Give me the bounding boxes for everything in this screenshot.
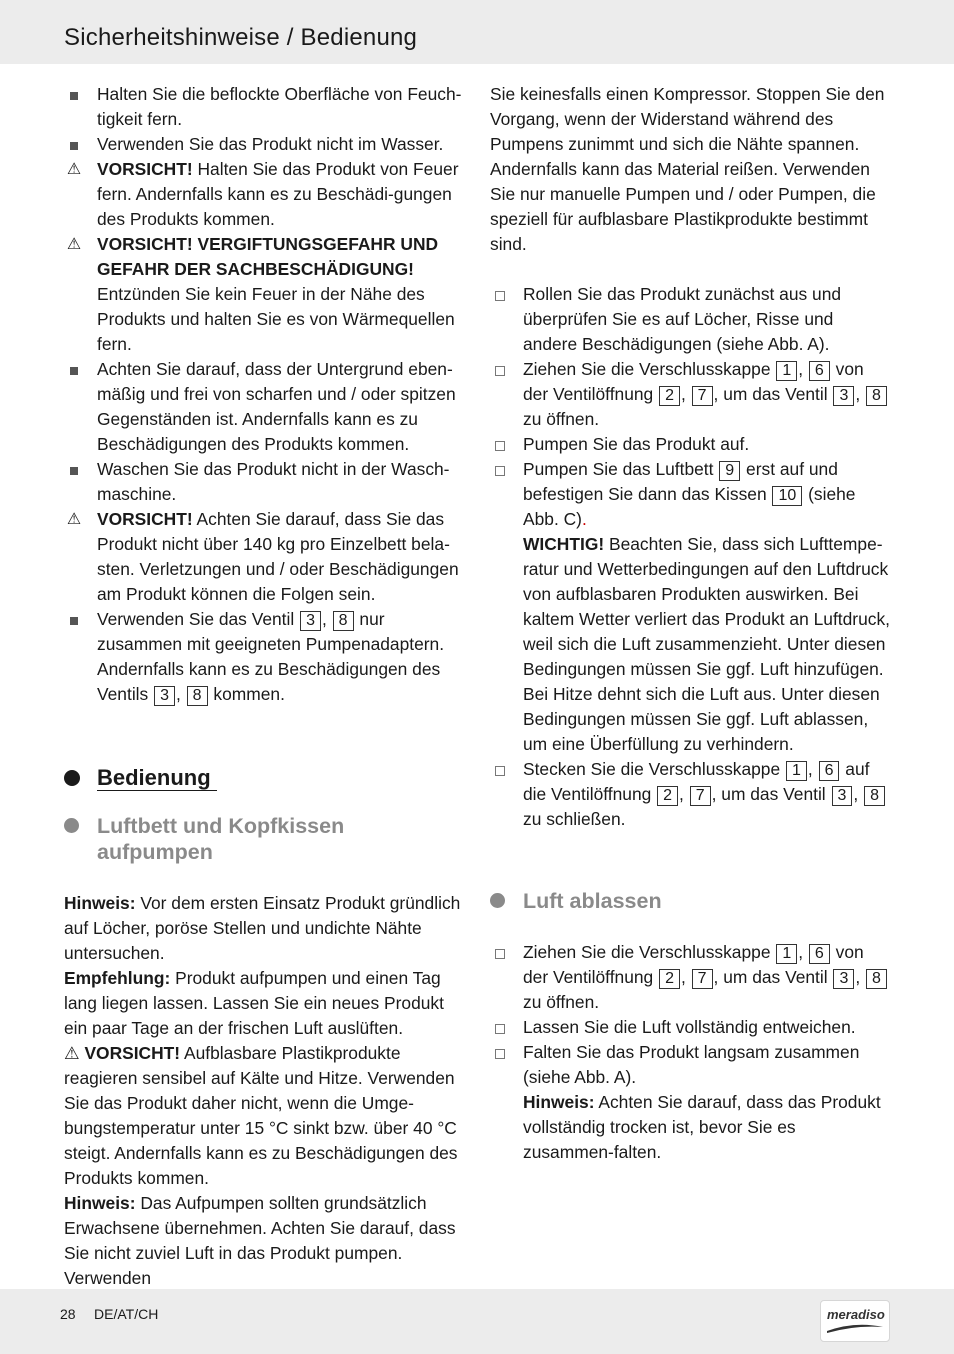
part-ref: 3 <box>833 969 854 989</box>
warning-triangle-icon: ⚠ <box>64 1043 85 1063</box>
region-code: DE/AT/CH <box>94 1306 159 1322</box>
bullet-dot-icon <box>490 893 505 908</box>
bullet-dot-icon <box>64 770 80 786</box>
warning-item: ⚠ VORSICHT! Achten Sie darauf, dass Sie das Produkt nicht über 140 kg pro Einzelbett bela-sten. Verletzungen und / oder Beschädigungen am Produkt können die Folgen sein. <box>64 507 464 607</box>
part-ref: 7 <box>690 786 711 806</box>
continued-paragraph: Sie keinesfalls einen Kompressor. Stoppen Sie den Vorgang, wenn der Widerstand während des Pumpens zunimmt und sich die Nähte spannen. Andernfalls kann das Material reißen. Verwenden Sie nur manuelle Pumpen und / oder Pumpen, die speziell für aufblasbare Plastikprodukte bestimmt sind. <box>490 84 885 254</box>
part-ref: 2 <box>657 786 678 806</box>
warning-item: ⚠ VORSICHT! VERGIFTUNGSGEFAHR UND GEFAHR DER SACHBESCHÄDIGUNG! Entzünden Sie kein Feuer in der Nähe des Produkts und halten Sie es von Wärmequellen fern. <box>64 232 464 357</box>
logo-text: meradiso <box>827 1307 885 1322</box>
part-ref: 10 <box>772 486 802 506</box>
part-ref: 2 <box>659 386 680 406</box>
warning-paragraph: ⚠ VORSICHT! Aufblasbare Plastikprodukte reagieren sensibel auf Kälte und Hitze. Verwenden Sie das Produkt daher nicht, wenn die Umge-bungstemperatur unter 15 °C sinkt bzw. über 40 °C steigt. Andernfalls kann es zu Beschädigungen des Produkts kommen. <box>64 1043 458 1188</box>
part-ref: 2 <box>659 969 680 989</box>
section-heading-bedienung: Bedienung <box>64 763 464 793</box>
part-ref: 9 <box>719 461 740 481</box>
checkbox-square-icon <box>490 357 510 383</box>
part-ref: 8 <box>187 686 208 706</box>
part-ref: 8 <box>866 386 887 406</box>
list-item: Achten Sie darauf, dass der Untergrund eben-mäßig und frei von scharfen und / oder spitzen Gegenständen ist. Andernfalls kann es zu Beschädigungen des Produkts kommen. <box>64 357 464 457</box>
list-item: Halten Sie die beflockte Oberfläche von Feuch-tigkeit fern. <box>64 82 464 132</box>
part-ref: 3 <box>300 611 321 631</box>
part-ref: 3 <box>154 686 175 706</box>
note-paragraph: Hinweis: Das Aufpumpen sollten grundsätzlich Erwachsene übernehmen. Achten Sie darauf, dass Sie nicht zuviel Luft in das Produkt pumpen. Verwenden <box>64 1193 456 1288</box>
recommendation-paragraph: Empfehlung: Produkt aufpumpen und einen Tag lang liegen lassen. Lassen Sie ein neues Produkt ein paar Tage an der frischen Luft auslüften. <box>64 968 444 1038</box>
part-ref: 6 <box>819 761 840 781</box>
part-ref: 8 <box>866 969 887 989</box>
checkbox-square-icon <box>490 282 510 308</box>
part-ref: 3 <box>833 386 854 406</box>
bullet-dot-icon <box>64 818 79 833</box>
checkbox-square-icon <box>490 757 510 783</box>
part-ref: 1 <box>776 944 797 964</box>
part-ref: 7 <box>692 969 713 989</box>
note-paragraph: Hinweis: Vor dem ersten Einsatz Produkt gründlich auf Löcher, poröse Stellen und undichte Nähte untersuchen. <box>64 893 461 963</box>
logo-swoosh-icon <box>825 1321 885 1335</box>
checkbox-square-icon <box>490 1040 510 1066</box>
step-item: Lassen Sie die Luft vollständig entweichen. <box>490 1015 890 1040</box>
step-item: Stecken Sie die Verschlusskappe 1 , 6 auf die Ventilöffnung 2 , 7 , um das Ventil 3 , 8 zu schließen. <box>490 757 890 832</box>
warning-triangle-icon: ⚠ <box>66 236 82 253</box>
list-item: Waschen Sie das Produkt nicht in der Wasch-maschine. <box>64 457 464 507</box>
part-ref: 6 <box>809 361 830 381</box>
list-item: Verwenden Sie das Produkt nicht im Wasser. <box>64 132 464 157</box>
warning-item: ⚠ VORSICHT! Halten Sie das Produkt von Feuer fern. Andernfalls kann es zu Beschädi-gungen des Produkts kommen. <box>64 157 464 232</box>
list-item: Verwenden Sie das Ventil 3 , 8 nur zusammen mit geeigneten Pumpenadaptern. Andernfalls kann es zu Beschädigungen des Ventils 3 , 8 kommen. <box>64 607 464 707</box>
step-item: Ziehen Sie die Verschlusskappe 1 , 6 von der Ventilöffnung 2 , 7 , um das Ventil 3 , 8 zu öffnen. <box>490 940 890 1015</box>
part-ref: 8 <box>333 611 354 631</box>
part-ref: 3 <box>832 786 853 806</box>
bullet-square-icon <box>64 357 84 382</box>
checkbox-square-icon <box>490 940 510 966</box>
part-ref: 6 <box>809 944 830 964</box>
page-number: 28 <box>60 1306 76 1322</box>
step-item: Ziehen Sie die Verschlusskappe 1 , 6 von der Ventilöffnung 2 , 7 , um das Ventil 3 , 8 zu öffnen. <box>490 357 890 432</box>
step-item: Falten Sie das Produkt langsam zusammen (siehe Abb. A). Hinweis: Achten Sie darauf, dass das Produkt vollständig trocken ist, bevor Sie es zusammen-falten. <box>490 1040 890 1165</box>
part-ref: 7 <box>692 386 713 406</box>
left-column <box>64 82 464 1291</box>
warning-triangle-icon: ⚠ <box>66 511 82 528</box>
right-column <box>490 82 890 1165</box>
checkbox-square-icon <box>490 457 510 483</box>
warning-triangle-icon: ⚠ <box>66 161 82 178</box>
brand-logo <box>820 1300 890 1342</box>
checkbox-square-icon <box>490 432 510 458</box>
part-ref: 8 <box>864 786 885 806</box>
step-item: Pumpen Sie das Produkt auf. <box>490 432 890 457</box>
subsection-heading-luftbett: Luftbett und Kopfkissen aufpumpen <box>64 813 464 865</box>
step-item: Rollen Sie das Produkt zunächst aus und überprüfen Sie es auf Löcher, Risse und andere Beschädigungen (siehe Abb. A). <box>490 282 890 357</box>
bullet-square-icon <box>64 457 84 482</box>
bullet-square-icon <box>64 132 84 157</box>
step-item: Pumpen Sie das Luftbett 9 erst auf und befestigen Sie dann das Kissen 10 (siehe Abb. C). WICHTIG! Beachten Sie, dass sich Lufttempe-ratur und Wetterbedingungen auf den Luftdruck von aufblasbaren Produkten auswirken. Bei kaltem Wetter verliert das Produkt an Luftdruck, weil sich die Luft zusammenzieht. Unter diesen Bedingungen müssen Sie ggf. Luft hinzufügen. Bei Hitze dehnt sich die Luft aus. Unter diesen Bedingungen müssen Sie ggf. Luft ablassen, um eine Überfüllung zu verhindern. <box>490 457 890 757</box>
page-title: Sicherheitshinweise / Bedienung <box>64 24 418 51</box>
part-ref: 1 <box>776 361 797 381</box>
bullet-square-icon <box>64 82 84 107</box>
checkbox-square-icon <box>490 1015 510 1041</box>
subsection-heading-ablassen: Luft ablassen <box>490 888 890 914</box>
bullet-square-icon <box>64 607 84 632</box>
part-ref: 1 <box>786 761 807 781</box>
